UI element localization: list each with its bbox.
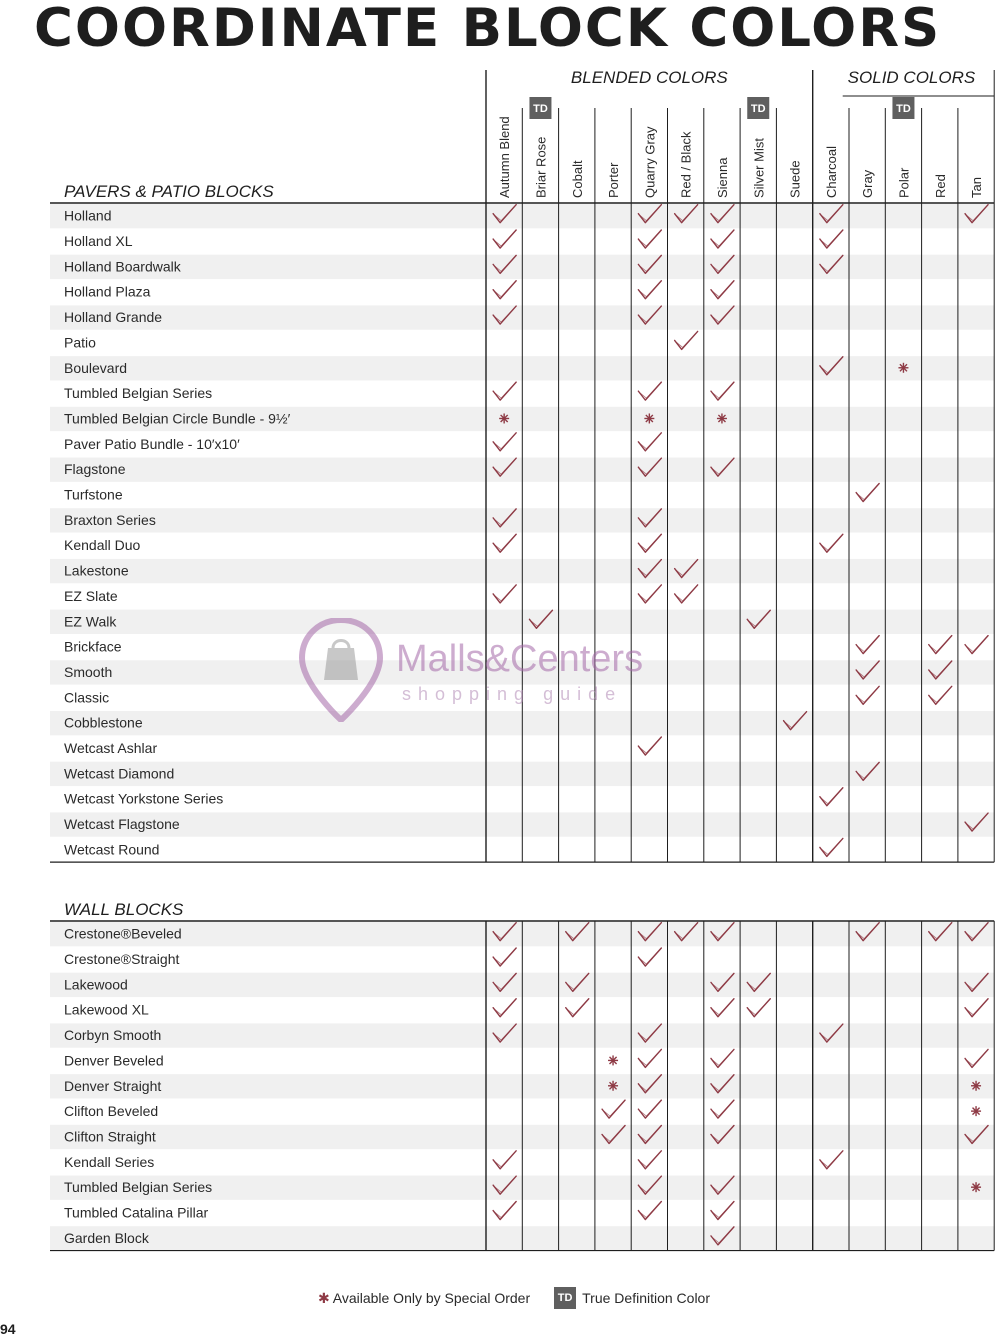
row-label: EZ Walk [64, 613, 117, 630]
column-header-autumn-blend: Autumn Blend [497, 116, 513, 198]
row-label: Holland Plaza [64, 283, 151, 300]
row-label: Lakewood XL [64, 1001, 149, 1018]
svg-text:TD: TD [750, 103, 766, 115]
row-label: Kendall Duo [64, 537, 141, 554]
column-header-red-black: Red / Black [678, 131, 694, 198]
legend-true-definition-label: True Definition Color [582, 1290, 711, 1306]
row-label: Wetcast Round [64, 841, 160, 858]
check-icon [638, 585, 661, 603]
check-icon [711, 281, 734, 299]
check-icon [566, 999, 589, 1017]
check-icon [675, 585, 698, 603]
check-icon [638, 382, 661, 400]
section-heading-0: PAVERS & PATIO BLOCKS [64, 182, 274, 201]
check-icon [820, 230, 843, 248]
row-label: Patio [64, 334, 96, 351]
check-icon [638, 230, 661, 248]
check-icon [965, 1049, 988, 1067]
special-order-asterisk-icon [971, 1081, 981, 1091]
check-icon [965, 999, 988, 1017]
blended-colors-header: BLENDED COLORS [570, 68, 728, 87]
row-label: Paver Patio Bundle - 10′x10′ [64, 435, 240, 452]
check-icon [493, 585, 516, 603]
check-icon [711, 230, 734, 248]
page-number: 94 [0, 1321, 16, 1337]
check-icon [493, 382, 516, 400]
check-icon [929, 686, 952, 704]
check-icon [747, 999, 770, 1017]
check-icon [711, 999, 734, 1017]
section-heading-1: WALL BLOCKS [64, 900, 184, 919]
row-label: Lakestone [64, 562, 129, 579]
column-header-suede: Suede [787, 160, 803, 198]
column-header-porter: Porter [606, 162, 622, 198]
row-label: Kendall Series [64, 1153, 155, 1170]
column-header-red: Red [932, 174, 948, 198]
row-label: Holland Boardwalk [64, 258, 181, 275]
row-label: Crestone®Straight [64, 951, 180, 968]
row-label: Lakewood [64, 976, 128, 993]
row-label: Brickface [64, 638, 122, 655]
row-label: Denver Beveled [64, 1052, 164, 1069]
check-icon [820, 838, 843, 856]
legend-special-order-label: Available Only by Special Order [332, 1290, 531, 1306]
row-label: Turfstone [64, 486, 123, 503]
column-header-charcoal: Charcoal [823, 145, 839, 198]
column-header-quarry-gray: Quarry Gray [642, 126, 658, 198]
check-icon [638, 1202, 661, 1220]
check-icon [711, 1202, 734, 1220]
true-definition-badge-icon: TD [554, 1287, 576, 1309]
row-label: Tumbled Belgian Circle Bundle - 9½′ [64, 410, 291, 427]
check-icon [711, 1049, 734, 1067]
special-order-asterisk-icon [971, 1106, 981, 1116]
row-label: Flagstone [64, 461, 126, 478]
special-order-asterisk-icon [644, 413, 654, 423]
row-label: Classic [64, 689, 110, 706]
column-header-gray: Gray [860, 169, 876, 198]
check-icon [675, 331, 698, 349]
true-definition-badge-icon [747, 97, 769, 119]
column-header-silver-mist: Silver Mist [751, 138, 767, 198]
column-header-cobalt: Cobalt [569, 160, 585, 198]
row-label: Holland [64, 207, 112, 224]
special-order-asterisk-icon [717, 413, 727, 423]
check-icon [493, 1151, 516, 1169]
check-icon [638, 534, 661, 552]
row-label: Corbyn Smooth [64, 1027, 162, 1044]
check-icon [965, 636, 988, 654]
check-icon [638, 433, 661, 451]
row-label: Holland XL [64, 233, 133, 250]
check-icon [602, 1100, 625, 1118]
row-label: Smooth [64, 663, 113, 680]
row-label: Denver Straight [64, 1077, 162, 1094]
check-icon [820, 788, 843, 806]
column-header-briar-rose: Briar Rose [533, 136, 549, 198]
check-icon [493, 433, 516, 451]
check-icon [638, 1151, 661, 1169]
check-icon [820, 1151, 843, 1169]
check-icon [493, 1202, 516, 1220]
column-header-sienna: Sienna [714, 157, 730, 198]
true-definition-badge-icon [529, 97, 551, 119]
page-title: COORDINATE BLOCK COLORS [34, 0, 942, 59]
check-icon [493, 999, 516, 1017]
svg-text:TD: TD [533, 103, 548, 115]
row-label: EZ Slate [64, 587, 118, 604]
row-label: Braxton Series [64, 511, 156, 528]
check-icon [638, 948, 661, 966]
row-label: Clifton Straight [64, 1128, 156, 1145]
true-definition-badge-icon [892, 97, 914, 119]
check-icon [638, 1100, 661, 1118]
svg-text:TD: TD [896, 103, 911, 115]
column-header-polar: Polar [896, 167, 912, 198]
row-label: Tumbled Belgian Series [64, 1179, 213, 1196]
check-icon [856, 686, 879, 704]
row-label: Tumbled Belgian Series [64, 385, 213, 402]
row-label: Holland Grande [64, 309, 163, 326]
row-label: Wetcast Yorkstone Series [64, 790, 224, 807]
special-order-asterisk-icon [898, 363, 908, 373]
row-label: Wetcast Ashlar [64, 740, 158, 757]
special-order-asterisk-icon [499, 413, 509, 423]
check-icon [711, 1100, 734, 1118]
row-label: Clifton Beveled [64, 1103, 159, 1120]
row-label: Wetcast Diamond [64, 765, 175, 782]
check-icon [638, 281, 661, 299]
check-icon [638, 737, 661, 755]
row-label: Crestone®Beveled [64, 925, 182, 942]
row-label: Cobblestone [64, 714, 143, 731]
solid-colors-header: SOLID COLORS [847, 68, 976, 87]
check-icon [856, 484, 879, 502]
column-header-tan: Tan [969, 177, 985, 198]
check-icon [856, 636, 879, 654]
special-order-asterisk-icon [608, 1055, 618, 1065]
check-icon [929, 636, 952, 654]
check-icon [493, 281, 516, 299]
row-label: Wetcast Flagstone [64, 816, 180, 833]
legend [318, 1287, 710, 1309]
check-icon [493, 534, 516, 552]
check-icon [711, 382, 734, 400]
row-label: Garden Block [64, 1229, 149, 1246]
row-label: Tumbled Catalina Pillar [64, 1204, 209, 1221]
check-icon [638, 1049, 661, 1067]
check-icon [493, 230, 516, 248]
check-icon [493, 948, 516, 966]
watermark-brand: Malls&Centers [396, 638, 644, 680]
check-icon [820, 534, 843, 552]
row-label: Boulevard [64, 359, 128, 376]
special-order-asterisk-icon [971, 1182, 981, 1192]
watermark-tagline: shopping guide [402, 684, 623, 704]
special-order-asterisk-icon: ✱ [318, 1289, 330, 1306]
special-order-asterisk-icon [608, 1081, 618, 1091]
